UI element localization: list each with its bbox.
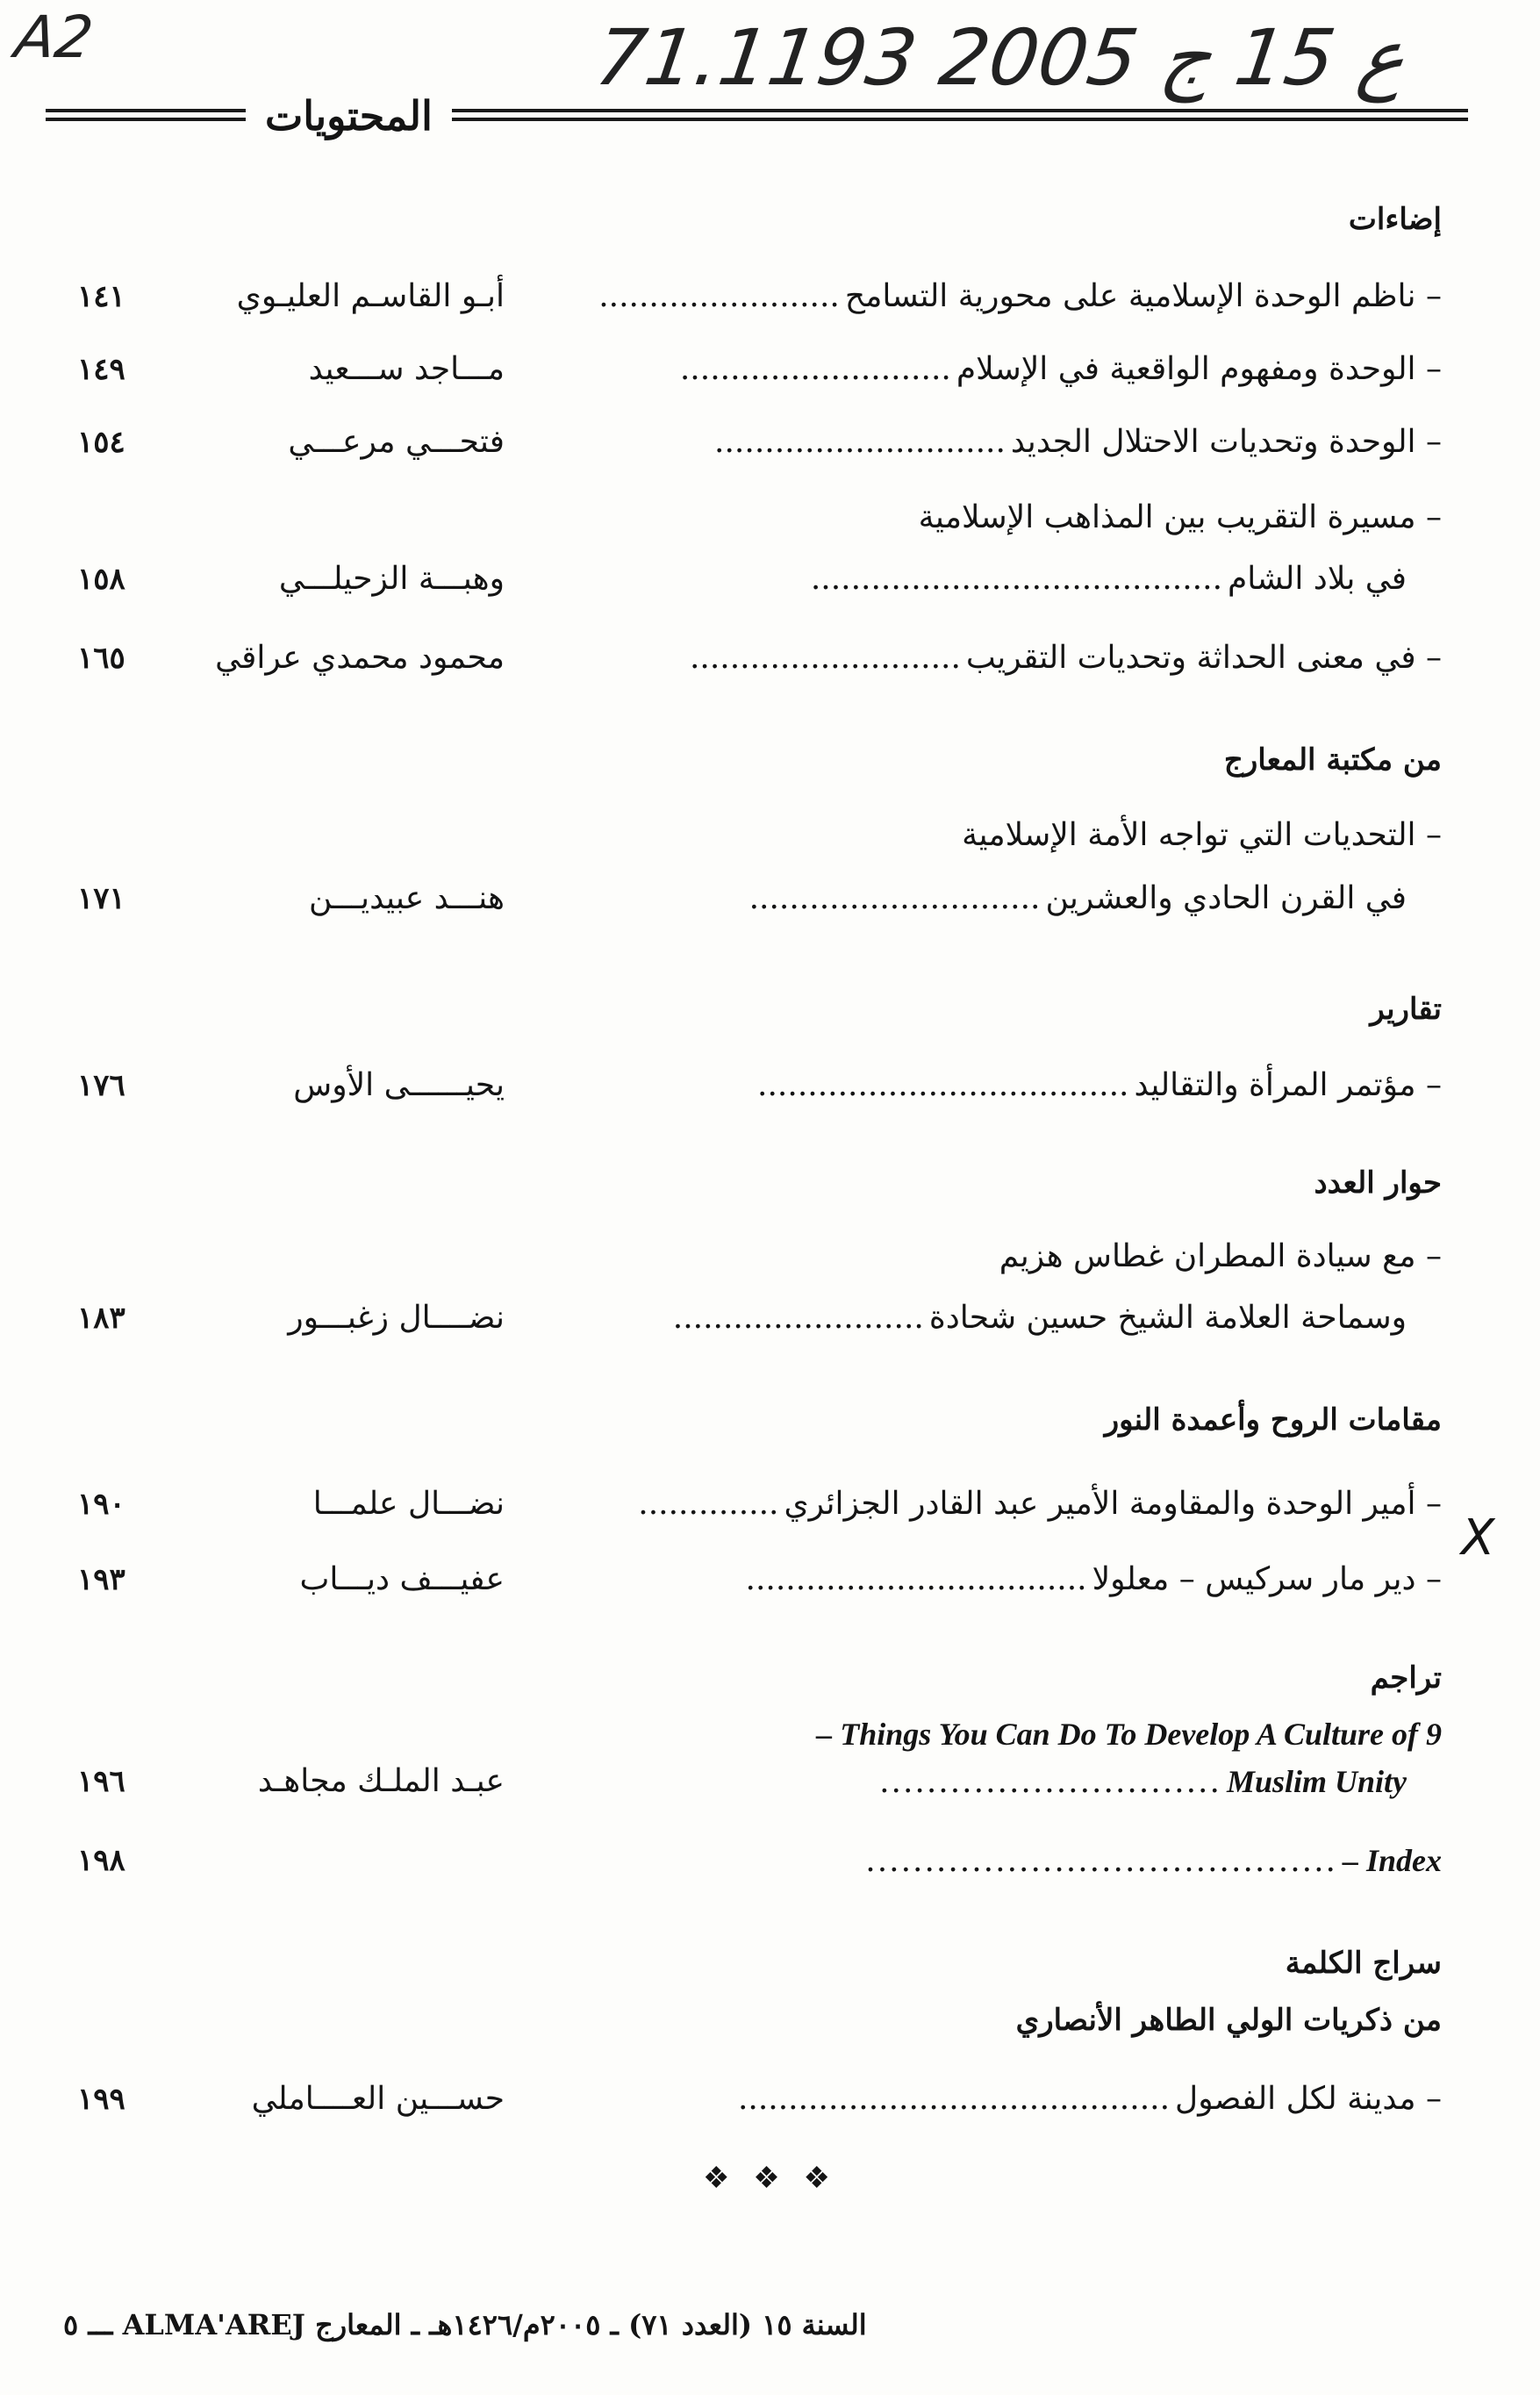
entry-title-text: – مع سيادة المطران غطاس هزيم (999, 1238, 1442, 1274)
entry-title (879, 1755, 1407, 1809)
entry-page-number: ١٩٦ (77, 1764, 125, 1799)
section-heading: مقامات الروح وأعمدة النور (1104, 1402, 1442, 1438)
dot-leader: ..................................... (757, 1067, 1129, 1103)
dot-leader: ......................... (672, 1300, 924, 1336)
entry-title (749, 872, 1407, 925)
entry-title-text: Index – (1342, 1843, 1442, 1878)
dot-leader: ............................. (879, 1764, 1221, 1800)
entry-title (680, 343, 1442, 396)
section-heading: إضاءات (1348, 202, 1442, 237)
entry-author: محمود محمدي عراقي (215, 640, 505, 676)
entry-page-number: ١٨٣ (77, 1301, 125, 1336)
section-heading-row (0, 1652, 1540, 1704)
entry-author: حســـين العــــاملي (251, 2081, 505, 2117)
entry-author: يحيــــــى الأوس (293, 1067, 505, 1103)
entry-page-number: ١٩٨ (77, 1843, 125, 1878)
entry-title (962, 809, 1442, 862)
toc-entry (0, 2073, 1540, 2126)
section-heading: تقارير (1370, 992, 1442, 1027)
entry-author: فتحـــي مرعـــي (288, 424, 505, 460)
toc-entry (0, 632, 1540, 685)
toc-entry (0, 1834, 1540, 1887)
dot-leader: ............................. (714, 424, 1006, 460)
entry-author: أبـو القاسـم العليـوي (236, 278, 505, 314)
entry-title-text: – في معنى الحداثة وتحديات التقريب (965, 640, 1442, 676)
entry-author: هنـــد عبيديـــن (309, 880, 505, 916)
entry-title (638, 1478, 1442, 1531)
entry-title-text: – الوحدة ومفهوم الواقعية في الإسلام (956, 351, 1442, 387)
entry-title (746, 1553, 1442, 1606)
dot-leader: ........................... (679, 351, 951, 387)
entry-page-number: ١٥٨ (77, 562, 125, 597)
dot-leader: ............................. (749, 880, 1041, 916)
toc-entry (0, 553, 1540, 606)
entry-title (673, 1292, 1407, 1344)
toc-entry (0, 1755, 1540, 1808)
entry-title-text: – أمير الوحدة والمقاومة الأمير عبد القادر الجزائري (784, 1486, 1442, 1522)
entry-title-text: – مدينة لكل الفصول (1175, 2081, 1442, 2117)
dot-leader: ........................................ (865, 1843, 1337, 1879)
dot-leader: ........................... (689, 640, 961, 676)
page-title: المحتويات (246, 90, 452, 142)
entry-title-text: – دير مار سركيس – معلولا (1092, 1561, 1442, 1597)
page-footer: السنة ١٥ (العدد ٧١) ـ ٢٠٠٥م/١٤٢٦هـ ـ المعارج ALMA'AREJ ـــ ٥ (63, 2308, 867, 2341)
entry-title (714, 416, 1442, 469)
toc-entry (0, 1708, 1540, 1760)
dot-leader: ......................................... (810, 561, 1223, 597)
toc-entry (0, 270, 1540, 323)
handwritten-note-left: A2 (11, 4, 97, 71)
dot-leader: ........................ (598, 278, 840, 314)
entry-title-text: في القرن الحادي والعشرين (1045, 880, 1407, 916)
entry-title (738, 2073, 1442, 2126)
entry-author: عفيـــف ديـــاب (299, 1561, 505, 1597)
entry-title (999, 1230, 1442, 1283)
toc-entry (0, 1059, 1540, 1112)
section-heading: من مكتبة المعارج (1223, 742, 1442, 778)
dot-leader: .................................. (745, 1561, 1087, 1597)
entry-author: مـــاجد ســـعيد (308, 351, 505, 387)
toc-entry (0, 1553, 1540, 1606)
section-heading-row (0, 1937, 1540, 1990)
entry-title-text: – التحديات التي تواجه الأمة الإسلامية (962, 817, 1442, 853)
toc-entry (0, 872, 1540, 925)
section-heading: تراجم (1370, 1660, 1442, 1696)
entry-title-text: 9 Things You Can Do To Develop A Culture of – (816, 1717, 1442, 1752)
entry-title-text: Muslim Unity (1226, 1764, 1407, 1799)
entry-page-number: ١٤١ (77, 279, 125, 314)
entry-title (811, 553, 1407, 606)
entry-title (757, 1059, 1442, 1112)
entry-title (816, 1708, 1442, 1761)
section-heading-row (0, 1394, 1540, 1446)
entry-title (690, 632, 1442, 685)
ornament-divider: ❖ ❖ ❖ (702, 2161, 838, 2196)
entry-page-number: ١٩٣ (77, 1562, 125, 1597)
section-heading: سراج الكلمة (1285, 1946, 1442, 1981)
entry-title-text: – الوحدة وتحديات الاحتلال الجديد (1010, 424, 1442, 460)
entry-page-number: ١٧٦ (77, 1068, 125, 1103)
entry-page-number: ١٩٠ (77, 1487, 125, 1522)
toc-entry (0, 416, 1540, 469)
entry-title-text: في بلاد الشام (1228, 561, 1407, 597)
entry-title (919, 491, 1442, 544)
entry-title-text: وسماحة العلامة الشيخ حسين شحادة (928, 1300, 1407, 1336)
toc-entry (0, 1292, 1540, 1344)
section-heading: حوار العدد (1314, 1165, 1442, 1201)
section-heading-row (0, 1157, 1540, 1209)
entry-author: نضــــال زغبـــور (288, 1300, 505, 1336)
entry-title-text: – مؤتمر المرأة والتقاليد (1134, 1067, 1442, 1103)
entry-title (598, 270, 1442, 323)
toc-entry (0, 1230, 1540, 1283)
entry-page-number: ١٦٥ (77, 641, 125, 676)
handwritten-note-right: 71.ع 15 ج 2005 1193 (590, 12, 1412, 103)
entry-page-number: ١٩٩ (77, 2082, 125, 2117)
entry-page-number: ١٥٤ (77, 425, 125, 460)
section-heading-row (0, 734, 1540, 786)
handwritten-mark: X (1461, 1509, 1495, 1567)
section-heading: من ذكريات الولي الطاهر الأنصاري (1015, 2003, 1442, 2038)
section-heading-row (0, 1994, 1540, 2047)
toc-entry (0, 491, 1540, 544)
dot-leader: ........................................... (737, 2081, 1171, 2117)
entry-page-number: ١٤٩ (77, 352, 125, 387)
toc-entry (0, 809, 1540, 862)
section-heading-row (0, 193, 1540, 246)
entry-author: عبـد الملـك مجاهـد (257, 1763, 505, 1799)
toc-entry (0, 343, 1540, 396)
entry-title-text: – ناظم الوحدة الإسلامية على محورية التسامح (844, 278, 1442, 314)
entry-author: نضـــال علمـــا (312, 1486, 505, 1522)
entry-title-text: – مسيرة التقريب بين المذاهب الإسلامية (918, 499, 1442, 535)
entry-title (865, 1834, 1442, 1888)
toc-entry (0, 1478, 1540, 1531)
section-heading-row (0, 983, 1540, 1036)
dot-leader: .............. (638, 1486, 779, 1522)
entry-page-number: ١٧١ (77, 881, 125, 916)
entry-author: وهبـــة الزحيلـــي (278, 561, 505, 597)
